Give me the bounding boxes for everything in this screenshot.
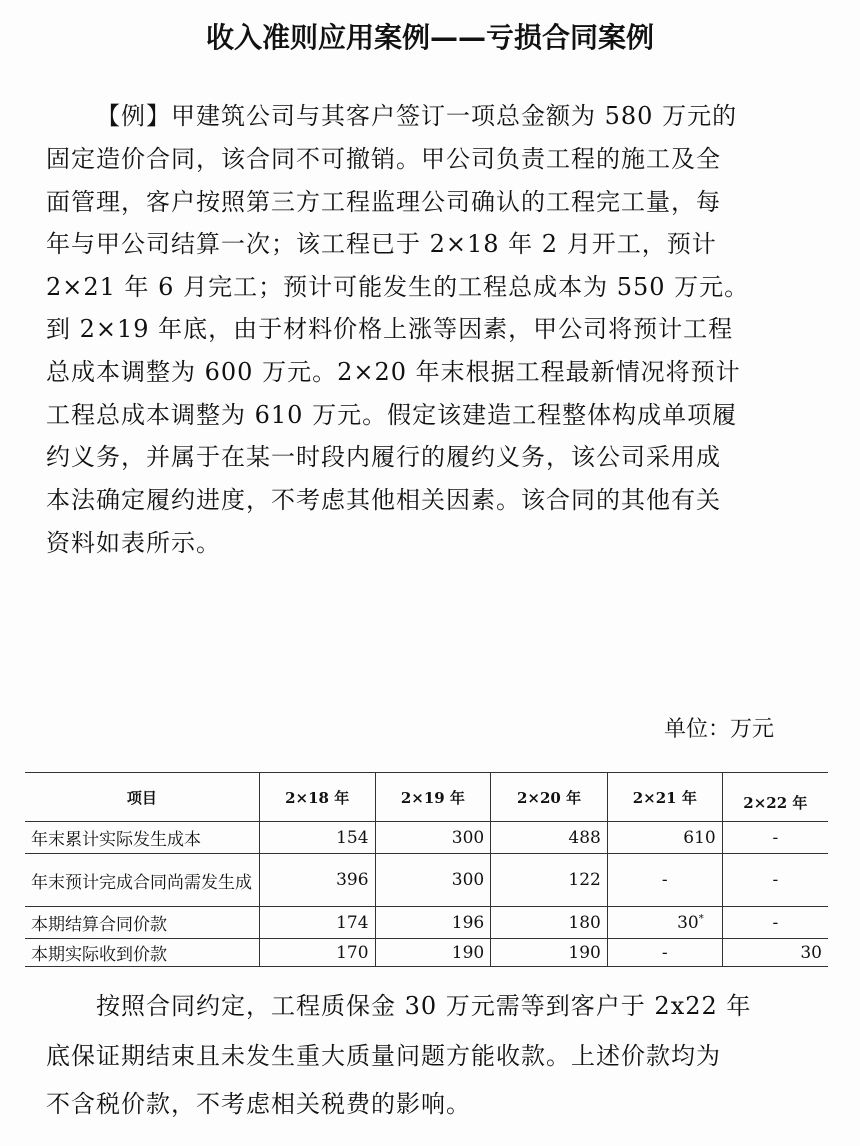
paragraph-line: 年与甲公司结算一次；该工程已于 2×18 年 2 月开工，预计 (46, 230, 717, 258)
paragraph-line: 本法确定履约进度，不考虑其他相关因素。该合同的其他有关 (46, 486, 721, 514)
cell-text: 300 (451, 827, 485, 848)
cell-value (722, 907, 828, 939)
cell-text: 174 (336, 912, 369, 933)
column-header: 2×20 年 (491, 773, 608, 822)
cell-value (259, 907, 375, 939)
cell-value (491, 854, 608, 907)
cell-value (259, 822, 375, 854)
footnote-mark: * (698, 912, 704, 924)
cell-text: 300 (451, 870, 485, 890)
paragraph-line: 【例】甲建筑公司与其客户签订一项总金额为 580 万元的 (96, 102, 738, 130)
cell-text: - (661, 942, 668, 963)
column-header: 2×18 年 (259, 773, 375, 822)
cell-text: 170 (336, 942, 369, 963)
cell-text: 122 (568, 870, 601, 890)
cell-text: 196 (451, 912, 485, 933)
cell-text: 190 (451, 942, 485, 963)
table-row (25, 907, 828, 939)
paragraph-line: 底保证期结束且未发生重大质量问题方能收款。上述价款均为 (46, 1042, 721, 1070)
row-label (25, 907, 259, 939)
cell-text: 年末累计实际发生成本 (31, 830, 201, 850)
unit-label: 单位：万元 (664, 717, 775, 742)
row-label (25, 939, 259, 967)
cell-value (722, 939, 828, 967)
cell-text: - (772, 827, 779, 848)
cell-text: - (661, 870, 668, 890)
cell-text: 30 (677, 912, 699, 933)
cell-value (491, 907, 608, 939)
cell-value (259, 854, 375, 907)
cell-text: 154 (336, 827, 369, 848)
table-row (25, 822, 828, 854)
cell-text: 年末预计完成合同尚需发生成 (31, 872, 252, 893)
document-title: 收入准则应用案例——亏损合同案例 (205, 21, 654, 54)
cell-value (722, 854, 828, 907)
paragraph-line: 不含税价款，不考虑相关税费的影响。 (46, 1090, 471, 1118)
cell-text: 180 (568, 912, 601, 933)
cell-text: 30 (800, 942, 822, 963)
cell-value (607, 854, 722, 907)
cell-text: 488 (568, 827, 601, 848)
paragraph-line: 面管理，客户按照第三方工程监理公司确认的工程完工量，每 (46, 188, 721, 216)
paragraph-line: 工程总成本调整为 610 万元。假定该建造工程整体构成单项履 (46, 401, 738, 429)
row-label (25, 822, 259, 854)
cell-value (375, 907, 491, 939)
cell-value (259, 939, 375, 967)
cell-value (375, 854, 491, 907)
table-row (25, 854, 828, 907)
column-header: 项目 (25, 773, 259, 822)
paragraph-line: 约义务，并属于在某一时段内履行的履约义务，该公司采用成 (46, 443, 721, 471)
row-label (25, 854, 259, 907)
cell-text: 190 (568, 942, 601, 963)
paragraph-line: 总成本调整为 600 万元。2×20 年末根据工程最新情况将预计 (46, 358, 741, 386)
paragraph-line: 资料如表所示。 (46, 529, 221, 557)
cell-text: 本期实际收到价款 (31, 945, 167, 965)
table-row (25, 939, 828, 967)
table-header-row (25, 773, 828, 822)
cell-value (491, 822, 608, 854)
column-header: 2×22 年 (722, 773, 828, 822)
column-header: 2×21 年 (607, 773, 722, 822)
cell-text: 本期结算合同价款 (31, 915, 167, 935)
cell-value (375, 822, 491, 854)
column-header: 2×19 年 (375, 773, 491, 822)
paragraph-line: 固定造价合同，该合同不可撤销。甲公司负责工程的施工及全 (46, 145, 721, 173)
contract-data-table (25, 772, 828, 967)
cell-text: - (772, 870, 779, 890)
paragraph-line: 按照合同约定，工程质保金 30 万元需等到客户于 2x22 年 (96, 992, 752, 1020)
paragraph-line: 到 2×19 年底，由于材料价格上涨等因素，甲公司将预计工程 (46, 315, 734, 343)
cell-value (607, 907, 722, 939)
cell-value (607, 822, 722, 854)
cell-text: 610 (683, 827, 716, 848)
cell-value (491, 939, 608, 967)
cell-text: - (772, 912, 779, 933)
paragraph-line: 2×21 年 6 月完工；预计可能发生的工程总成本为 550 万元。 (46, 273, 750, 301)
cell-value (722, 822, 828, 854)
cell-value (607, 939, 722, 967)
cell-value (375, 939, 491, 967)
cell-text: 396 (336, 870, 369, 890)
